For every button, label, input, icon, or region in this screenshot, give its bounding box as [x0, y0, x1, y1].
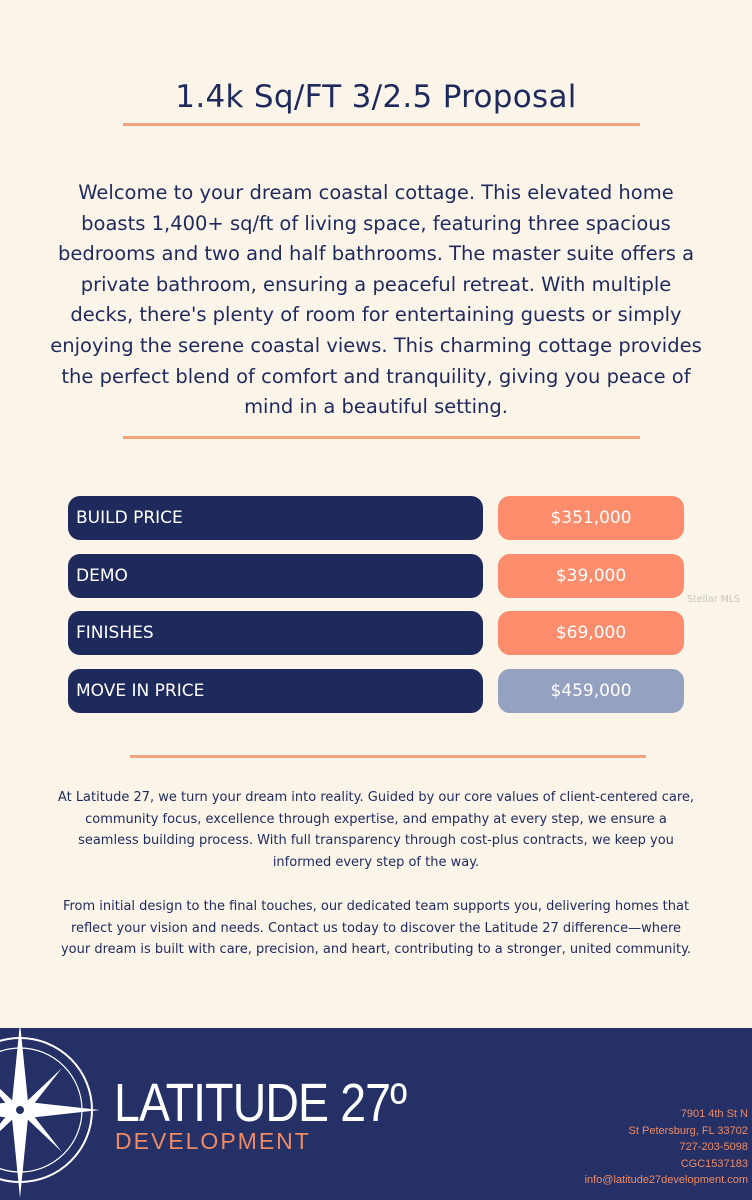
price-label: DEMO	[68, 554, 483, 598]
compass-rose-icon	[0, 1028, 110, 1200]
price-value: $351,000	[498, 496, 684, 540]
brand-subtitle: DEVELOPMENT	[115, 1128, 311, 1154]
contact-info	[585, 1106, 748, 1189]
price-label: FINISHES	[68, 611, 483, 655]
price-row-move-in	[68, 669, 684, 713]
about-paragraph: At Latitude 27, we turn your dream into reality. Guided by our core values of client-centered care, community focus, excellence through expertise, and empathy at every step, we ensure a seamless building process. With full transparency through cost-plus contracts, we keep you informed every step of the way.	[57, 790, 695, 870]
divider	[123, 436, 640, 439]
price-row-build	[68, 496, 684, 540]
price-label: BUILD PRICE	[68, 496, 483, 540]
about-paragraph: From initial design to the final touches, our dedicated team supports you, delivering homes that reflect your vision and needs. Contact us today to discover the Latitude 27 difference—where your dream is built with care, precision, and heart, contributing to a stronger, united community.	[60, 899, 692, 957]
divider	[123, 123, 640, 126]
price-label: MOVE IN PRICE	[68, 669, 483, 713]
brand-name: LATITUDE 27º	[114, 1073, 407, 1133]
price-row-demo	[68, 554, 684, 598]
watermark: Stellar MLS	[687, 594, 741, 605]
license-number: CGC1537183	[680, 1157, 748, 1170]
address-line: St Petersburg, FL 33702	[628, 1124, 748, 1137]
divider	[130, 755, 646, 758]
footer	[0, 1028, 752, 1200]
intro-paragraph: Welcome to your dream coastal cottage. This elevated home boasts 1,400+ sq/ft of living space, featuring three spacious bedrooms and two and half bathrooms. The master suite offers a private bathroom, ensuring a peaceful retreat. With multiple decks, there's plenty of room for entertaining guests or simply enjoying the serene coastal views. This charming cottage provides the perfect blend of comfort and tranquility, giving you peace of mind in a beautiful setting.	[50, 181, 702, 419]
page-title: 1.4k Sq/FT 3/2.5 Proposal	[175, 78, 577, 115]
price-value: $39,000	[498, 554, 684, 598]
price-row-finishes	[68, 611, 684, 655]
email-link[interactable]: info@latitude27development.com	[584, 1174, 748, 1187]
address-line: 7901 4th St N	[680, 1108, 748, 1120]
price-value: $459,000	[498, 669, 684, 713]
phone-number: 727-203-5098	[679, 1141, 748, 1154]
price-value: $69,000	[498, 611, 684, 655]
